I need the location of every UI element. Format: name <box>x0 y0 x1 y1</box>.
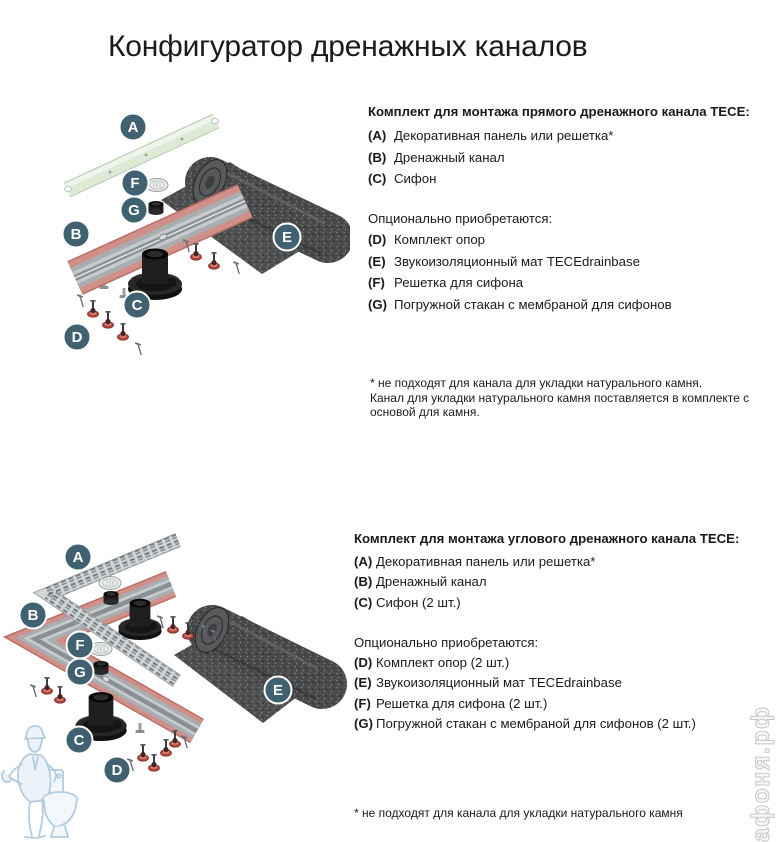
optional-item <box>368 251 784 273</box>
footnote-line: основой для камня. <box>370 405 480 420</box>
optional-item <box>368 272 784 294</box>
svg-text:B: B <box>70 226 82 243</box>
optional-item <box>354 673 779 693</box>
kit-item-label: Комплект опор <box>394 232 486 247</box>
svg-text:F: F <box>75 637 85 654</box>
svg-text:B: B <box>27 607 39 624</box>
straight-kit-textblock <box>368 101 784 315</box>
kit-item <box>354 593 779 613</box>
badge-d <box>104 757 131 784</box>
svg-text:D: D <box>111 762 123 779</box>
badge-a <box>120 114 147 141</box>
optional-heading: Опционально приобретаются: <box>368 210 553 226</box>
kit-item-label: Погружной стакан с мембраной для сифонов <box>394 296 672 312</box>
svg-text:A: A <box>72 549 84 566</box>
kit-heading: Комплект для монтажа углового дренажного канала TECE: <box>354 531 740 546</box>
badge-c <box>124 292 151 319</box>
kit-item <box>368 147 784 169</box>
svg-text:E: E <box>281 229 293 246</box>
straight-channel-diagram <box>20 88 350 380</box>
kit-item-label: Комплект опор (2 шт.) <box>376 655 510 671</box>
badge-g <box>67 659 94 686</box>
corner-channel-diagram <box>0 528 350 842</box>
kit-item-key: (B) <box>368 149 387 165</box>
svg-text:G: G <box>128 202 140 219</box>
kit-item-label: Решетка для сифона <box>394 275 524 290</box>
svg-text:C: C <box>131 297 143 314</box>
kit-item-label: Дренажный канал <box>376 574 487 590</box>
kit-item-key: (E) <box>368 253 386 269</box>
badge-e <box>265 677 292 704</box>
kit-item-key: (F) <box>368 275 385 290</box>
kit-item-key: (F) <box>354 695 371 711</box>
kit-item-label: Погружной стакан с мембраной для сифонов (2 шт.) <box>376 716 696 732</box>
immersion-cup <box>94 661 109 675</box>
badge-f <box>122 170 149 197</box>
watermark-site-text: афоня.рф <box>747 705 775 842</box>
kit-item <box>368 125 784 147</box>
kit-item-key: (G) <box>368 296 388 312</box>
kit-item-label: Декоративная панель или решетка* <box>394 128 614 143</box>
badge-f <box>67 632 94 659</box>
badge-e <box>274 224 301 251</box>
badge-b <box>63 221 90 248</box>
svg-text:C: C <box>73 732 85 749</box>
kit-item <box>354 572 779 592</box>
kit-item-key: (E) <box>354 675 372 691</box>
kit-item-label: Сифон <box>394 171 437 186</box>
kit-item-key: (D) <box>354 655 373 671</box>
immersion-cup <box>149 201 164 215</box>
kit-item-label: Декоративная панель или решетка* <box>376 554 596 569</box>
optional-item <box>354 714 779 734</box>
kit-item <box>354 552 779 572</box>
footnote-line: * не подходят для канала для укладки натурального камня <box>354 806 683 820</box>
optional-item <box>354 694 779 714</box>
kit-item-key: (C) <box>354 594 373 610</box>
svg-text:D: D <box>71 329 83 346</box>
kit-item-label: Звукоизоляционный мат TECEdrainbase <box>376 675 622 691</box>
kit-item-label: Сифон (2 шт.) <box>376 594 461 610</box>
badge-b <box>20 602 47 629</box>
kit-item-label: Дренажный канал <box>394 149 505 165</box>
kit-item-label: Решетка для сифона (2 шт.) <box>376 695 548 711</box>
insulation-mat <box>174 602 332 723</box>
kit-item-label: Звукоизоляционный мат TECEdrainbase <box>394 253 640 269</box>
kit-item-key: (G) <box>354 716 374 732</box>
kit-item-key: (B) <box>354 574 373 590</box>
corner-kit-footnote <box>354 806 774 821</box>
kit-item <box>368 168 784 190</box>
kit-item-key: (A) <box>368 128 387 143</box>
svg-text:A: A <box>127 119 139 136</box>
immersion-cup <box>104 591 119 605</box>
corner-kit-textblock <box>354 528 779 734</box>
kit-item-key: (C) <box>368 171 387 186</box>
footnote-line: Канал для укладки натурального камня поставляется в комплекте с <box>370 390 750 405</box>
svg-text:F: F <box>130 175 140 192</box>
footnote-line: * не подходят для канала для укладки натурального камня. <box>370 376 703 390</box>
kit-item-key: (D) <box>368 232 387 247</box>
kit-heading: Комплект для монтажа прямого дренажного канала TECE: <box>368 104 750 119</box>
badge-c <box>66 727 93 754</box>
page-title: Конфигуратор дренажных каналов <box>108 30 588 64</box>
svg-text:E: E <box>272 682 284 699</box>
straight-kit-footnote <box>370 376 784 420</box>
svg-text:G: G <box>74 664 86 681</box>
optional-item <box>368 294 784 316</box>
badge-d <box>64 324 91 351</box>
optional-heading: Опционально приобретаются: <box>354 634 539 650</box>
kit-item-key: (A) <box>354 554 373 569</box>
optional-item <box>354 653 779 673</box>
badge-a <box>65 544 92 571</box>
optional-item <box>368 229 784 251</box>
badge-g <box>121 197 148 224</box>
